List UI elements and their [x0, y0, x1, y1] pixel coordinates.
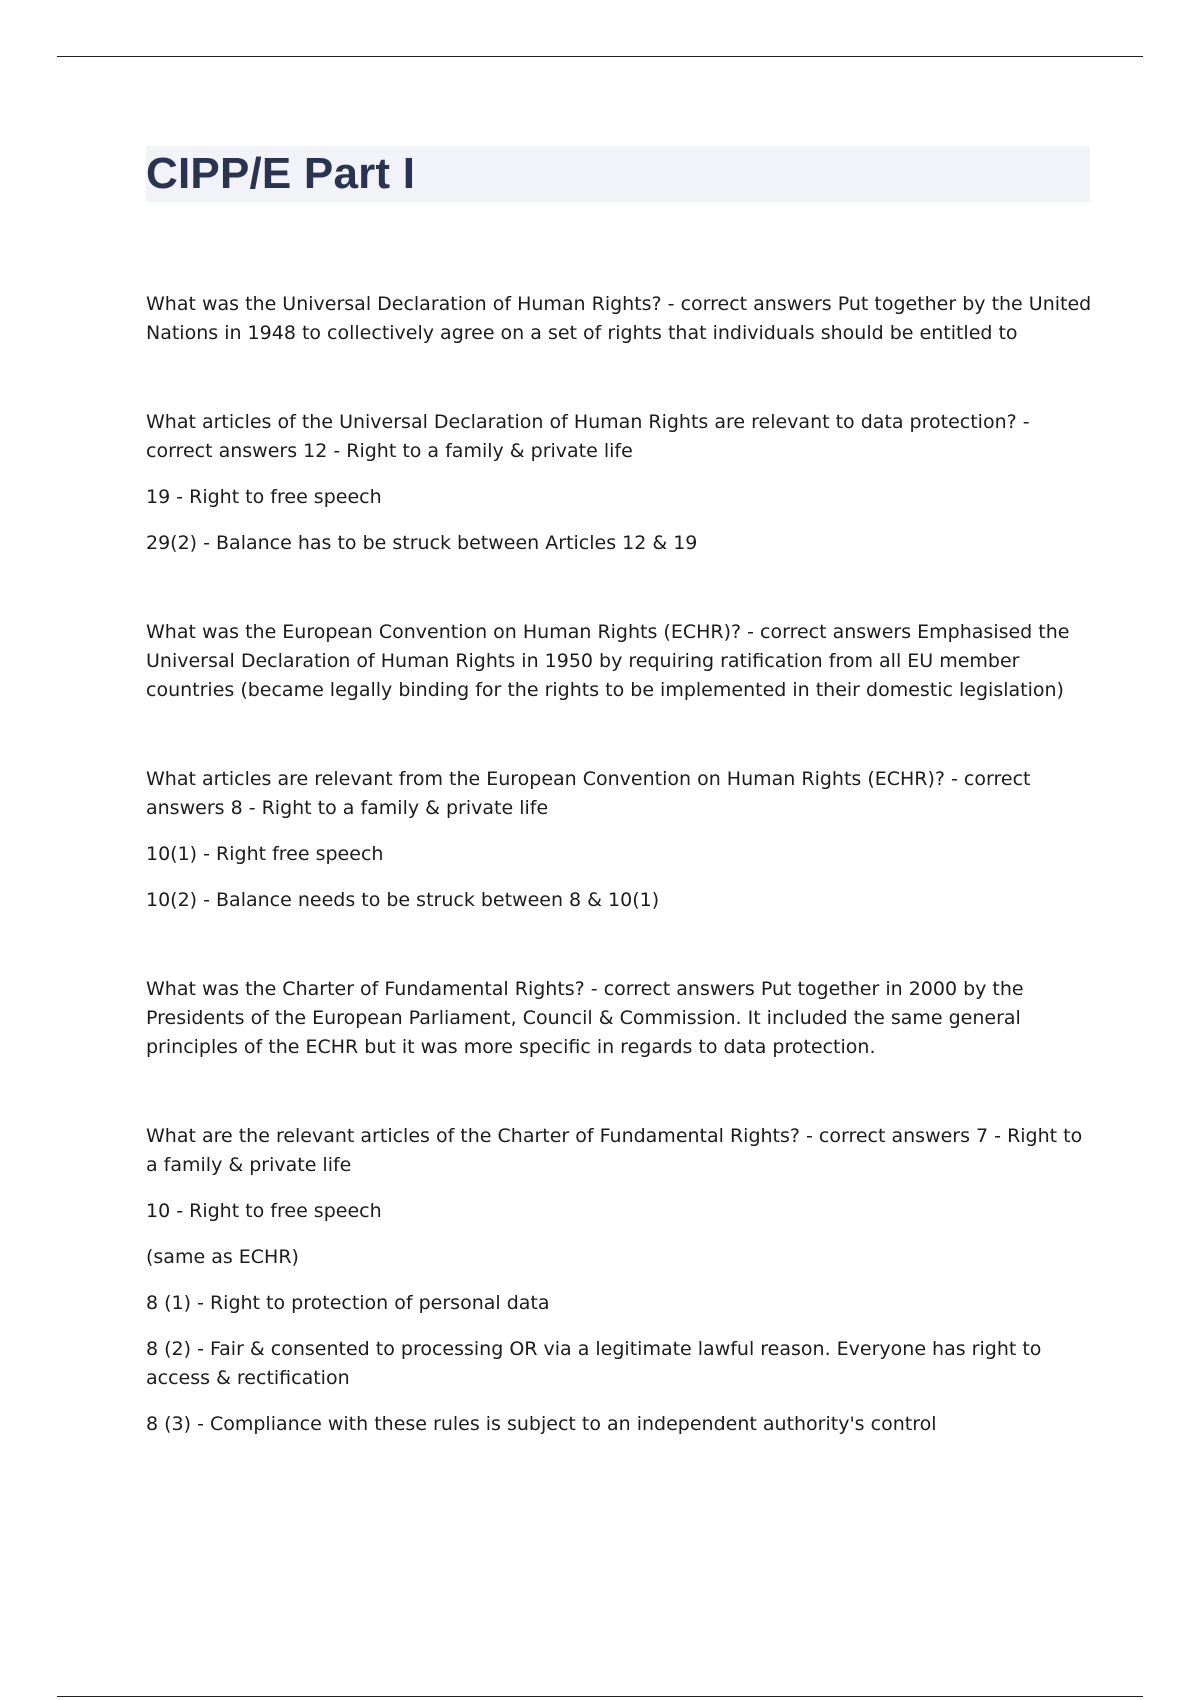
qa-text: 8 (3) - Compliance with these rules is subject to an independent authority's control: [146, 1413, 937, 1435]
qa-text: 8 (1) - Right to protection of personal data: [146, 1292, 550, 1314]
page-title: CIPP/E Part I: [146, 149, 416, 198]
qa-text: 10(1) - Right free speech: [146, 843, 384, 865]
qa-text: What was the Universal Declaration of Human Rights? - correct answers Put together by the United Nations in 1948 to collectively agree on a set of rights that individuals should be entitled to: [146, 293, 1092, 344]
qa-text: 10 - Right to free speech: [146, 1200, 382, 1222]
qa-text: 8 (2) - Fair & consented to processing OR via a legitimate lawful reason. Everyone has right to access & rectification: [146, 1338, 1042, 1389]
qa-text: What articles are relevant from the European Convention on Human Rights (ECHR)? - correct answers 8 - Right to a family & private life: [146, 768, 1031, 819]
qa-list: [146, 290, 1096, 1499]
qa-item-6: [146, 1122, 1096, 1439]
bottom-rule: [57, 1696, 1143, 1697]
top-rule: [57, 56, 1143, 57]
qa-text: What are the relevant articles of the Charter of Fundamental Rights? - correct answers 7 - Right to a family & private life: [146, 1125, 1083, 1176]
qa-item-2: [146, 408, 1096, 558]
qa-text: 19 - Right to free speech: [146, 486, 382, 508]
qa-text: 10(2) - Balance needs to be struck between 8 & 10(1): [146, 889, 660, 911]
title-banner: [146, 146, 1090, 202]
qa-item-1: [146, 290, 1096, 348]
qa-text: 29(2) - Balance has to be struck between Articles 12 & 19: [146, 532, 698, 554]
qa-text: (same as ECHR): [146, 1246, 299, 1268]
qa-text: What was the European Convention on Human Rights (ECHR)? - correct answers Emphasised the Universal Declaration of Human Rights in 1950 by requiring ratification from all EU member countries (became legally binding for the rights to be implemented in their domestic legislation): [146, 621, 1070, 701]
qa-item-5: [146, 975, 1096, 1062]
qa-item-3: [146, 618, 1096, 705]
qa-text: What articles of the Universal Declaration of Human Rights are relevant to data protection? - correct answers 12 - Right to a family & private life: [146, 411, 1030, 462]
qa-item-4: [146, 765, 1096, 915]
qa-text: What was the Charter of Fundamental Rights? - correct answers Put together in 2000 by the Presidents of the European Parliament, Council & Commission. It included the same general principles of the ECHR but it was more specific in regards to data protection.: [146, 978, 1024, 1058]
